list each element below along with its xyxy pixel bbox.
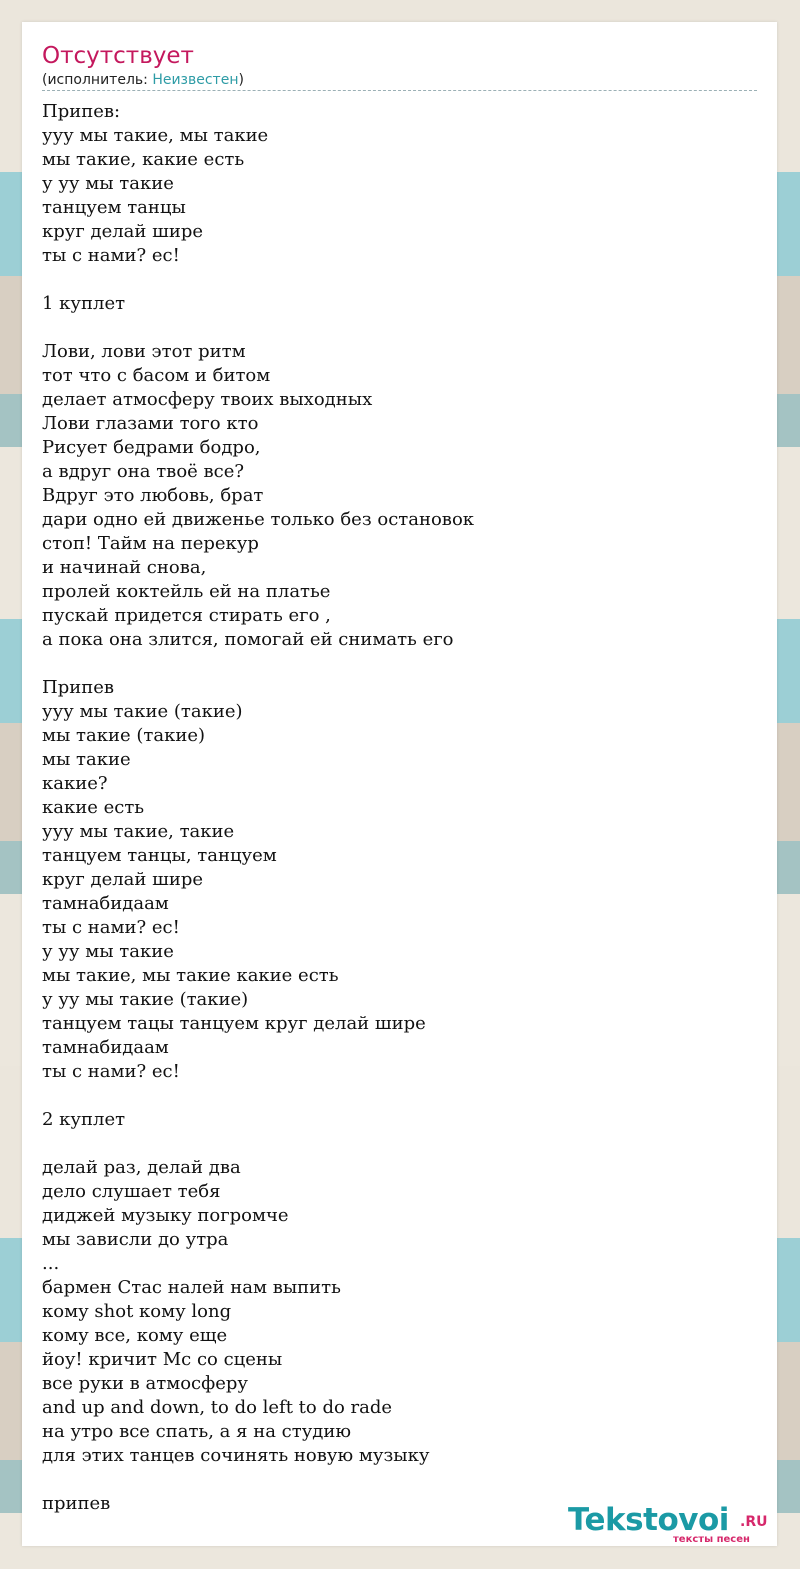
lyrics-line: бармен Стас налей нам выпить: [42, 1277, 341, 1298]
lyrics-line: Лови глазами того кто: [42, 413, 259, 434]
lyrics-line: Припев:: [42, 101, 121, 122]
lyrics-line: у уу мы такие (такие): [42, 989, 249, 1010]
lyrics-line: танцуем танцы, танцуем: [42, 845, 277, 866]
lyrics-line: 2 куплет: [42, 1109, 126, 1130]
lyrics-line: кому все, кому еще: [42, 1325, 228, 1346]
logo-tagline: тексты песен: [673, 1534, 750, 1545]
lyrics-line: Припев: [42, 677, 114, 698]
lyrics-line: and up and down, to do left to do rade: [42, 1397, 393, 1418]
lyrics-line: 1 куплет: [42, 293, 126, 314]
lyrics-line: ууу мы такие, мы такие: [42, 125, 269, 146]
lyrics-line: круг делай шире: [42, 869, 204, 890]
artist-line: [42, 72, 757, 91]
lyrics-line: ...: [42, 1253, 60, 1274]
song-title: Отсутствует: [42, 43, 194, 69]
lyrics-line: на утро все спать, а я на студию: [42, 1421, 352, 1442]
site-logo[interactable]: [568, 1502, 773, 1545]
lyrics-line: [42, 316, 474, 340]
lyrics-line: Рисует бедрами бодро,: [42, 437, 261, 458]
lyrics-line: тамнабидаам: [42, 1037, 169, 1058]
lyrics-line: тот что с басом и битом: [42, 365, 271, 386]
lyrics-line: ты с нами? ес!: [42, 917, 180, 938]
lyrics-line: у уу мы такие: [42, 941, 174, 962]
logo-tld: .RU: [740, 1514, 768, 1530]
artist-link[interactable]: Неизвестен: [152, 72, 239, 88]
lyrics-line: стоп! Тайм на перекур: [42, 533, 259, 554]
lyrics-line: у уу мы такие: [42, 173, 174, 194]
lyrics-line: пускай придется стирать его ,: [42, 605, 331, 626]
artist-suffix: ): [238, 72, 244, 88]
lyrics-line: а пока она злится, помогай ей снимать его: [42, 629, 454, 650]
lyrics-line: ууу мы такие (такие): [42, 701, 243, 722]
logo-wordmark: Tekstovoi: [568, 1502, 729, 1538]
lyrics-line: мы такие (такие): [42, 725, 205, 746]
artist-prefix: (исполнитель:: [42, 72, 153, 88]
lyrics-line: мы зависли до утра: [42, 1229, 229, 1250]
lyrics-line: танцуем тацы танцуем круг делай шире: [42, 1013, 426, 1034]
lyrics-line: делай раз, делай два: [42, 1157, 241, 1178]
lyrics-line: для этих танцев сочинять новую музыку: [42, 1445, 430, 1466]
lyrics-line: диджей музыку погромче: [42, 1205, 289, 1226]
lyrics-line: [42, 1084, 474, 1108]
lyrics-line: круг делай шире: [42, 221, 204, 242]
lyrics-line: Лови, лови этот ритм: [42, 341, 246, 362]
lyrics-line: ууу мы такие, такие: [42, 821, 235, 842]
lyrics-line: [42, 652, 474, 676]
lyrics-line: ты с нами? ес!: [42, 245, 180, 266]
lyrics-line: йоу! кричит Мс со сцены: [42, 1349, 283, 1370]
lyrics-line: дело слушает тебя: [42, 1181, 221, 1202]
lyrics-line: [42, 1468, 474, 1492]
lyrics-line: мы такие, мы такие какие есть: [42, 965, 339, 986]
lyrics-line: делает атмосферу твоих выходных: [42, 389, 373, 410]
lyrics-line: какие есть: [42, 797, 145, 818]
lyrics-line: [42, 1132, 474, 1156]
lyrics-line: танцуем танцы: [42, 197, 186, 218]
lyrics-line: пролей коктейль ей на платье: [42, 581, 331, 602]
lyrics-line: [42, 268, 474, 292]
lyrics-line: припев: [42, 1493, 111, 1514]
lyrics-line: Вдруг это любовь, брат: [42, 485, 264, 506]
lyrics-line: какие?: [42, 773, 108, 794]
lyrics-line: кому shot кому long: [42, 1301, 232, 1322]
lyrics-line: ты с нами? ес!: [42, 1061, 180, 1082]
lyrics-text: [42, 100, 474, 1516]
lyrics-line: дари одно ей движенье только без остановок: [42, 509, 475, 530]
lyrics-line: тамнабидаам: [42, 893, 169, 914]
lyrics-line: все руки в атмосферу: [42, 1373, 248, 1394]
lyrics-card: [22, 22, 777, 1546]
lyrics-line: мы такие: [42, 749, 131, 770]
lyrics-line: мы такие, какие есть: [42, 149, 245, 170]
lyrics-line: и начинай снова,: [42, 557, 207, 578]
lyrics-line: а вдруг она твоё все?: [42, 461, 245, 482]
